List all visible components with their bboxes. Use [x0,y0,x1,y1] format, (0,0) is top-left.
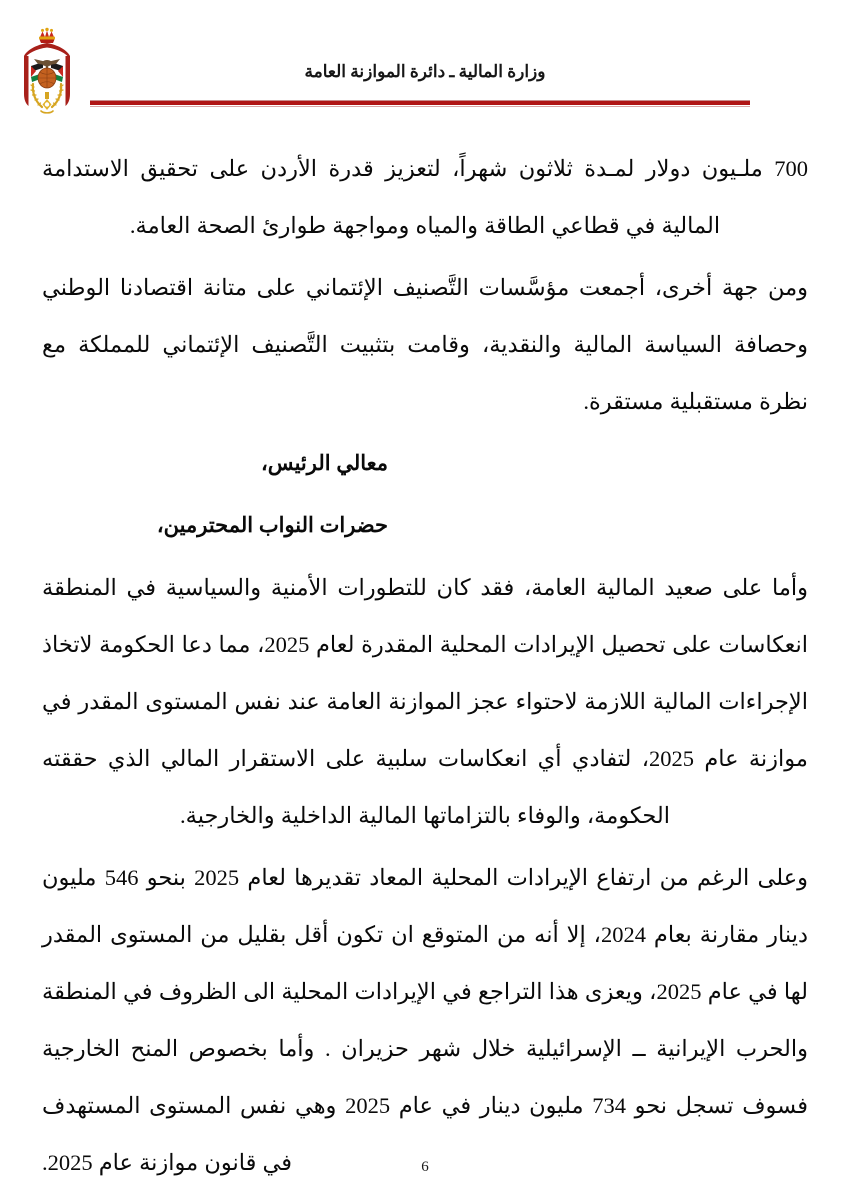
body-paragraph: وعلى الرغم من ارتفاع الإيرادات المحلية المعاد تقديرها لعام 2025 بنحو 546 مليون دينار مقارنة بعام 2024، إلا أنه من المتوقع ان تكون أقل بقليل من المستوى المقدر لها في عام 2025، ويعزى هذا التراجع في الإيرادات المحلية الى الظروف في المنطقة والحرب الإيرانية ــ الإسرائيلية خلال شهر حزيران . وأما بخصوص المنح الخارجية فسوف تسجل نحو 734 مليون دينار في عام 2025 وهي نفس المستوى المستهدف في قانون موازنة عام 2025. [42,865,809,1175]
rule-thick [90,101,750,105]
document-body [42,140,808,1196]
header-divider-rule [90,100,750,107]
salutation-heading: حضرات النواب المحترمين، [156,513,388,537]
page-number: 6 [421,1159,429,1175]
rule-thin-bottom [90,106,750,107]
body-paragraph: 700 ملـيون دولار لمـدة ثلاثون شهراً، لتعزيز قدرة الأردن على تحقيق الاستدامة المالية في قطاعي الطاقة والمياه ومواجهة طوارئ الصحة العامة. [42,156,808,238]
body-paragraph: وأما على صعيد المالية العامة، فقد كان للتطورات الأمنية والسياسية في المنطقة انعكاسات على تحصيل الإيرادات المحلية المقدرة لعام 2025، مما دعا الحكومة لاتخاذ الإجراءات المالية اللازمة لاحتواء عجز الموازنة العامة عند نفس المستوى المقدر في موازنة عام 2025، لتفادي أي انعكاسات سلبية على الاستقرار المالي الذي حققته الحكومة، والوفاء بالتزاماتها المالية الداخلية والخارجية. [42,575,809,828]
body-paragraph: ومن جهة أخرى، أجمعت مؤسَّسات التَّصنيف الإئتماني على متانة اقتصادنا الوطني وحصافة السياسة المالية والنقدية، وقامت بتثبيت التَّصنيف الإئتماني للمملكة مع نظرة مستقبلية مستقرة. [42,275,808,414]
page-title: وزارة المالية ـ دائرة الموازنة العامة [304,62,546,81]
salutation-heading: معالي الرئيس، [261,451,388,475]
page-header [0,0,850,122]
